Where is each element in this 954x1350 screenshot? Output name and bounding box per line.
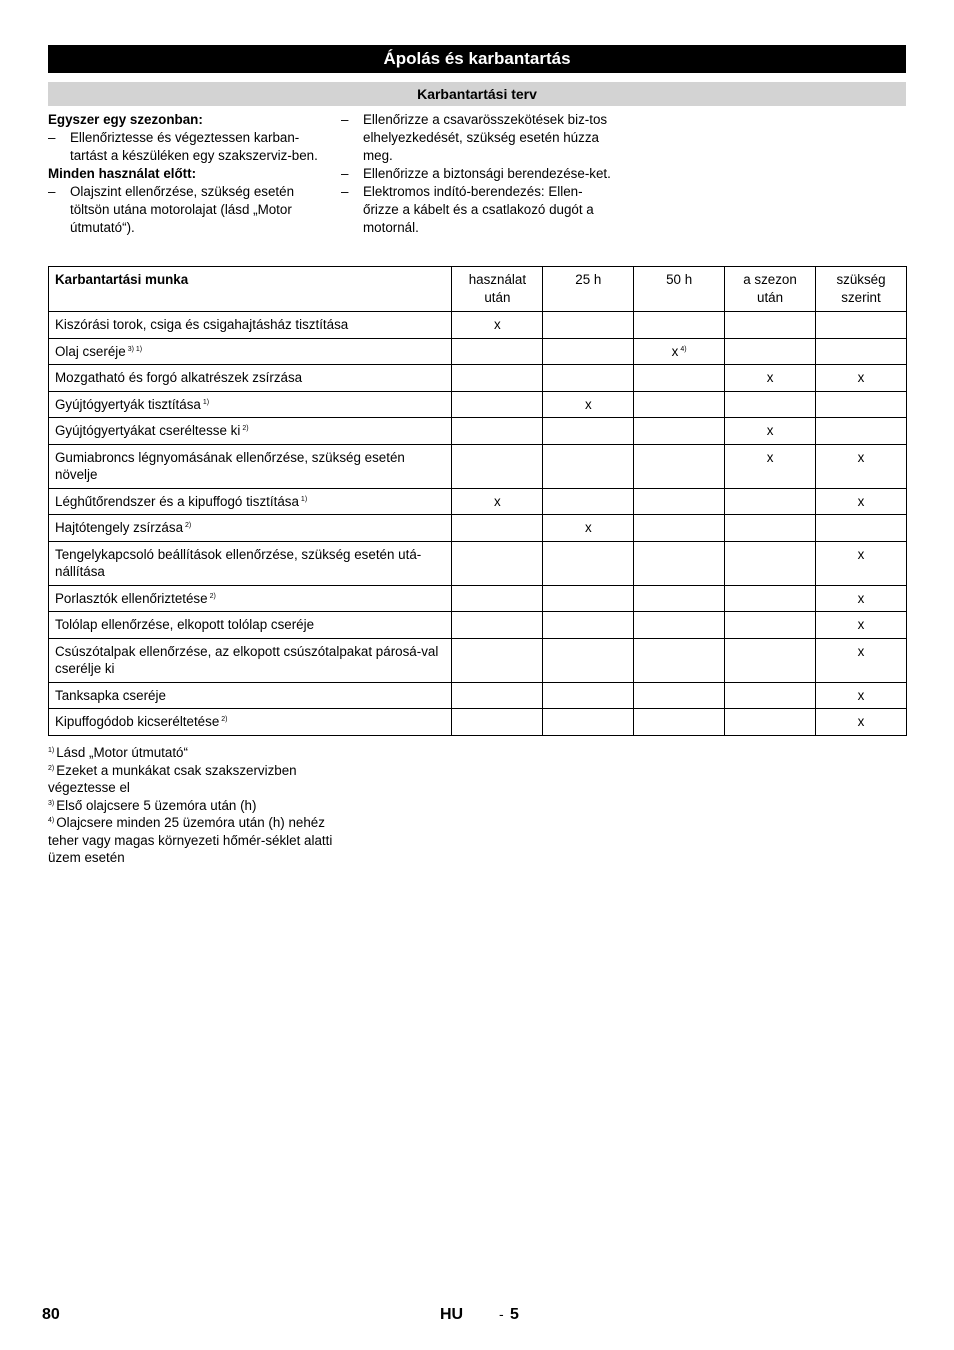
interval-cell [634,612,725,639]
intro-left-column [48,111,323,237]
interval-cell [452,709,543,736]
interval-cell [543,682,634,709]
task-text: Olaj cseréje [55,343,126,359]
footnote-ref: 1) [300,495,308,503]
task-text: Csúszótalpak ellenőrzése, az elkopott csúszótalpakat párosá-val cserélje ki [55,643,439,676]
table-row [49,418,907,445]
footnote-text: Lásd „Motor útmutató“ [56,745,188,760]
interval-cell [634,444,725,488]
interval-cell [725,312,816,339]
header-as-needed: szükség szerint [816,267,907,312]
interval-cell [725,709,816,736]
interval-cell [725,612,816,639]
check-mark: x [766,423,774,438]
task-cell [49,541,452,585]
interval-cell [452,488,543,515]
language-code: HU [440,1306,464,1323]
dash-bullet: – [341,112,349,127]
interval-cell [543,585,634,612]
interval-cell [634,682,725,709]
interval-cell [452,444,543,488]
task-text: Hajtótengely zsírzása [55,520,184,535]
footnotes [48,744,338,867]
interval-cell [634,541,725,585]
footnote-text: Ezeket a munkákat csak szakszervizben végeztesse el [48,762,297,795]
interval-cell [452,365,543,392]
interval-cell [816,682,907,709]
list-item [48,183,323,237]
task-text: Tengelykapcsoló beállítások ellenőrzése, szükség esetén utá-nállítása [55,546,422,579]
header-after-season: a szezon után [725,267,816,312]
interval-cell [634,365,725,392]
header-50h: 50 h [634,267,725,312]
dash-bullet: – [48,130,56,145]
interval-cell [543,312,634,339]
footnote-ref: 3) 1) [127,345,143,353]
table-row [49,391,907,418]
task-cell [49,444,452,488]
check-mark: x [584,520,592,535]
task-text: Kiszórási torok, csiga és csigahajtásház tisztítása [55,317,349,332]
maintenance-table [48,266,907,736]
table-header-row [49,267,907,312]
heading-once-per-season: Egyszer egy szezonban: [48,112,203,127]
table-row [49,541,907,585]
interval-cell [543,541,634,585]
interval-cell [816,338,907,365]
list-item-text: Elektromos indító-berendezés: Ellen-őrizze a kábelt és a csatlakozó dugót a motornál. [363,184,594,235]
interval-cell [634,418,725,445]
check-mark: x [857,370,865,385]
interval-cell [634,488,725,515]
list-item-text: Ellenőrizze a csavarösszekötések biz-tos elhelyezkedését, szükség esetén húzza meg. [363,112,608,163]
footnote-ref: 2) [209,592,216,600]
footnote [48,797,338,815]
interval-cell [725,515,816,542]
interval-cell [543,612,634,639]
interval-cell [634,312,725,339]
task-text: Gumiabroncs légnyomásának ellenőrzése, szükség esetén növelje [55,449,405,482]
interval-cell [725,391,816,418]
footnote-ref: 2) [185,522,192,529]
interval-cell [452,338,543,365]
check-mark: x [857,714,865,729]
interval-cell [725,418,816,445]
check-mark: x [671,343,679,359]
interval-cell [816,515,907,542]
task-cell [49,488,452,515]
footnote [48,814,338,867]
header-after-use: használat után [452,267,543,312]
footnote-mark: 2) [48,764,55,772]
footnote [48,762,338,797]
interval-cell [543,338,634,365]
task-text: Gyújtógyertyákat cseréltesse ki [55,423,241,438]
interval-cell [634,709,725,736]
interval-cell [543,444,634,488]
interval-cell [543,418,634,445]
interval-cell [452,612,543,639]
interval-cell [543,638,634,682]
interval-cell [816,365,907,392]
interval-cell [725,365,816,392]
footnote-mark: 1) [48,747,55,754]
task-cell [49,682,452,709]
dash-bullet: – [341,184,349,199]
interval-cell [543,365,634,392]
task-text: Mozgatható és forgó alkatrészek zsírzása [55,370,303,385]
footnote-ref: 2) [242,425,249,432]
header-25h: 25 h [543,267,634,312]
check-mark: x [857,449,865,465]
dash-bullet: – [341,166,349,181]
interval-cell [452,391,543,418]
list-item-text: Olajszint ellenőrzése, szükség esetén töltsön utána motorolajat (lásd „Motor útmutató“). [70,184,295,235]
table-row [49,515,907,542]
task-cell [49,612,452,639]
interval-cell [634,585,725,612]
interval-cell [725,444,816,488]
table-row [49,488,907,515]
footnote-text: Olajcsere minden 25 üzemóra után (h) nehéz teher vagy magas környezeti hőmér-séklet alatti üzem esetén [48,815,333,865]
interval-cell [816,444,907,488]
task-text: Kipuffogódob kicseréltetése [55,714,220,729]
table-row [49,585,907,612]
interval-cell [725,638,816,682]
section-title: Ápolás és karbantartás [48,45,906,73]
list-item [48,129,323,165]
list-item [341,165,616,183]
table-row [49,709,907,736]
footnote [48,744,338,762]
table-row [49,365,907,392]
interval-cell [543,391,634,418]
list-item-text: Ellenőrizze a biztonsági berendezése-ket. [363,166,611,181]
page-number: 80 [42,1306,60,1323]
table-row [49,682,907,709]
list-item [341,183,616,237]
interval-cell [452,312,543,339]
interval-cell [452,585,543,612]
interval-cell [634,515,725,542]
list-item [341,111,616,165]
interval-cell [452,418,543,445]
interval-cell [816,585,907,612]
sub-page-number: 5 [510,1306,519,1323]
task-text: Gyújtógyertyák tisztítása [55,396,201,412]
check-mark: x [766,370,774,385]
interval-cell [452,638,543,682]
interval-cell [816,488,907,515]
task-cell [49,391,452,418]
interval-cell [452,682,543,709]
interval-cell [725,541,816,585]
interval-cell [816,638,907,682]
interval-cell [725,585,816,612]
check-mark: x [857,643,865,659]
interval-cell [816,418,907,445]
heading-before-each-use: Minden használat előtt: [48,166,197,181]
footnote-mark: 4) [48,817,55,824]
footnote-ref: 1) [202,398,210,406]
footnote-ref: 4) [680,345,687,353]
interval-cell [634,391,725,418]
check-mark: x [857,546,865,562]
interval-cell [816,709,907,736]
interval-cell [816,541,907,585]
table-row [49,444,907,488]
check-mark: x [584,396,592,412]
interval-cell [725,682,816,709]
list-item-text: Ellenőriztesse és végeztessen karban-tartást a készüléken egy szakszerviz-ben. [70,130,318,163]
interval-cell [725,488,816,515]
task-cell [49,585,452,612]
task-text: Léghűtőrendszer és a kipuffogó tisztítása [55,493,299,509]
check-mark: x [857,493,865,509]
page-separator: - [499,1306,504,1322]
task-text: Porlasztók ellenőriztetése [55,590,208,606]
footnote-text: Első olajcsere 5 üzemóra után (h) [56,797,257,813]
task-cell [49,515,452,542]
interval-cell [452,515,543,542]
check-mark: x [857,590,865,606]
task-cell [49,312,452,339]
task-text: Tanksapka cseréje [55,687,166,703]
interval-cell [543,515,634,542]
task-cell [49,418,452,445]
interval-cell [816,391,907,418]
check-mark: x [857,687,865,703]
task-cell [49,638,452,682]
interval-cell [543,709,634,736]
dash-bullet: – [48,184,56,199]
interval-cell [816,312,907,339]
interval-cell [634,638,725,682]
intro-right-column [341,111,616,237]
interval-cell [452,541,543,585]
check-mark: x [857,617,865,632]
table-row [49,338,907,365]
task-cell [49,709,452,736]
table-row [49,312,907,339]
check-mark: x [766,449,774,465]
check-mark: x [494,317,501,332]
interval-cell [725,338,816,365]
task-text: Tolólap ellenőrzése, elkopott tolólap cseréje [55,617,315,632]
check-mark: x [494,493,501,509]
task-cell [49,338,452,365]
interval-cell [634,338,725,365]
interval-cell [816,612,907,639]
interval-cell [543,488,634,515]
table-row [49,638,907,682]
table-row [49,612,907,639]
header-task: Karbantartási munka [49,267,452,312]
task-cell [49,365,452,392]
footnote-ref: 2) [221,716,228,723]
footnote-mark: 3) [48,799,55,807]
section-subtitle: Karbantartási terv [48,82,906,106]
